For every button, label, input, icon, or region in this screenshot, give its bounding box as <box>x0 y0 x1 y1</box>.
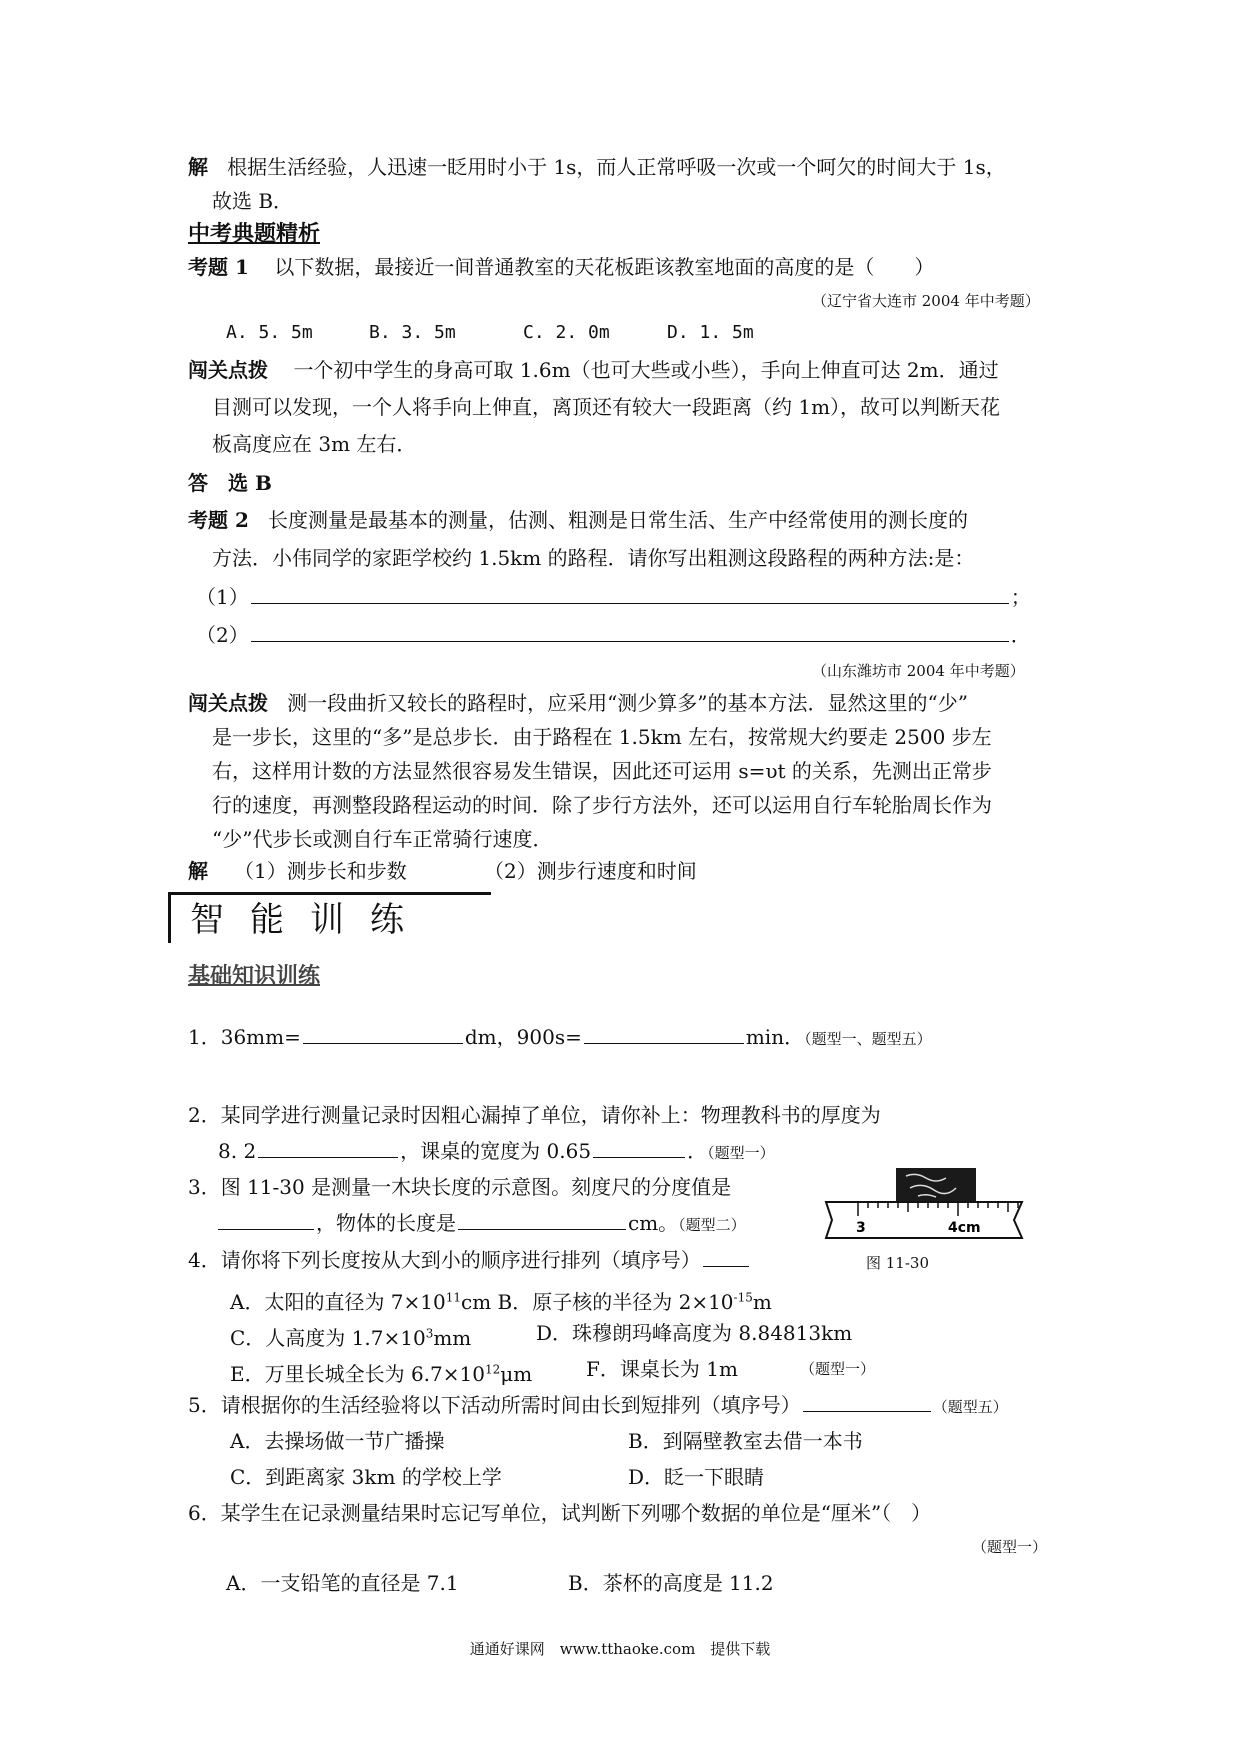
q2-answer-label: 解 <box>188 859 208 883</box>
q2-blank-2 <box>196 620 1031 650</box>
ex5-option-a: A．去操场做一节广播操 <box>230 1429 445 1453</box>
ex4-e-sup: 12 <box>484 1362 501 1376</box>
exercise-1 <box>188 1022 932 1054</box>
exercise-3-line-2 <box>216 1208 746 1240</box>
q2-blank-1 <box>196 582 1031 612</box>
section-title: 中考典题精析 <box>188 221 321 247</box>
ex5-option-d: D．眨一下眼睛 <box>628 1465 765 1489</box>
q2-blank-2-label: （2） <box>196 623 249 647</box>
q1-hint-text-1: 一个初中学生的身高可取 1.6m（也可大些或小些），手向上伸直可达 2m．通过 <box>293 358 999 382</box>
ex4-option-c <box>230 1326 471 1350</box>
ex1-part-c: min． <box>745 1025 805 1049</box>
ex4-e-post: μm <box>500 1361 533 1386</box>
ex1-part-b: dm，900s= <box>464 1025 582 1049</box>
figure-caption: 图 11-30 <box>866 1254 930 1272</box>
q2-blank-1-label: （1） <box>196 585 249 609</box>
solution-text-2: 故选 B． <box>212 189 294 213</box>
ex4-options-row-2 <box>230 1318 853 1353</box>
ex3-blank-2[interactable] <box>458 1209 626 1230</box>
ex2-part-a: 8. 2 <box>218 1139 257 1163</box>
question-2 <box>188 505 968 535</box>
exercise-2-line-2 <box>218 1136 775 1168</box>
q1-hint-line-1 <box>188 355 999 385</box>
ex4-a-pre: A．太阳的直径为 7×10 <box>230 1289 446 1314</box>
q1-option-a: A. 5. 5m <box>226 322 313 343</box>
ex5-tag: （题型五） <box>932 1398 1008 1416</box>
q2-hint-text-4: 行的速度，再测整段路程运动的时间．除了步行方法外，还可以运用自行车轮胎周长作为 <box>212 793 992 817</box>
solution-text-1: 根据生活经验，人迅速一眨用时小于 1s，而人正常呼吸一次或一个呵欠的时间大于 1s， <box>227 155 1006 179</box>
ex2-blank-1[interactable] <box>258 1137 398 1158</box>
ex5-text: 5．请根据你的生活经验将以下活动所需时间由长到短排列（填序号） <box>188 1393 801 1417</box>
ex4-options-row-3 <box>230 1354 876 1389</box>
ex5-options-row-1 <box>230 1426 863 1456</box>
solution-label: 解 <box>188 155 208 179</box>
ex6-option-b: B．茶杯的高度是 11.2 <box>568 1571 774 1595</box>
ex3-tag: （题型二） <box>678 1216 746 1234</box>
q2-answer-1: （1）测步长和步数 <box>234 859 407 883</box>
q2-hint-label: 闯关点拨 <box>188 691 268 715</box>
ex1-part-a: 1．36mm= <box>188 1025 301 1049</box>
q1-option-b: B. 3. 5m <box>369 322 456 343</box>
ex4-a-post: cm <box>461 1289 492 1314</box>
exercise-5-line-1 <box>188 1390 1008 1422</box>
ex5-blank[interactable] <box>803 1391 931 1412</box>
q2-hint-text-2: 是一步长，这里的“多”是总步长．由于路程在 1.5km 左右，按常规大约要走 2500 步左 <box>212 725 992 749</box>
q2-answer-2: （2）测步行速度和时间 <box>484 859 697 883</box>
ex5-option-c: C．到距离家 3km 的学校上学 <box>230 1465 502 1489</box>
ex4-c-sup: 3 <box>425 1326 434 1340</box>
q1-hint-label: 闯关点拨 <box>188 358 268 382</box>
ex3-part-c: cm。 <box>628 1211 679 1235</box>
ex1-blank-1[interactable] <box>303 1023 463 1044</box>
ex4-a-sup: 11 <box>445 1290 462 1304</box>
ex6-options-row-1 <box>226 1568 774 1598</box>
ex3-part-b: ，物体的长度是 <box>316 1211 456 1235</box>
ex4-b-pre: B．原子核的半径为 2×10 <box>497 1289 734 1314</box>
ex4-text: 4．请你将下列长度按从大到小的顺序进行排列（填序号） <box>188 1248 701 1272</box>
ex4-blank[interactable] <box>703 1246 749 1267</box>
q1-hint-text-2: 目测可以发现，一个人将手向上伸直，离顶还有较大一段距离（约 1m），故可以判断天花 <box>212 395 1001 419</box>
ex2-part-c: ． <box>687 1139 708 1163</box>
q2-answer <box>188 856 697 886</box>
question-2-text-1: 长度测量是最基本的测量，估测、粗测是日常生活、生产中经常使用的测长度的 <box>267 508 968 532</box>
ruler-figure <box>818 1162 1036 1242</box>
ruler-label-4: 4cm <box>948 1220 981 1236</box>
ex6-tag: （题型一） <box>972 1538 1048 1556</box>
ex1-tag: （题型一、题型五） <box>804 1030 932 1048</box>
exercise-3-line-1: 3．图 11-30 是测量一木块长度的示意图。刻度尺的分度值是 <box>188 1175 732 1199</box>
ex4-options-row-1 <box>230 1282 772 1317</box>
q1-option-d: D. 1. 5m <box>667 322 754 343</box>
question-1-text: 以下数据，最接近一间普通教室的天花板距该教室地面的高度的是（ ） <box>274 255 935 279</box>
ex4-c-post: mm <box>433 1325 472 1350</box>
ex4-b-sup: -15 <box>733 1290 753 1304</box>
q1-answer: 答 选 B <box>188 471 272 495</box>
q1-option-c: C. 2. 0m <box>523 322 610 343</box>
solution-line-1 <box>188 152 1006 182</box>
question-1-source: （辽宁省大连市 2004 年中考题） <box>812 292 1040 310</box>
training-title: 智能训练 <box>190 900 430 940</box>
ex4-tag: （题型一） <box>800 1360 876 1378</box>
ex3-blank-1[interactable] <box>218 1209 314 1230</box>
ex5-option-b: B．到隔壁教室去借一本书 <box>628 1429 863 1453</box>
q2-hint-line-1 <box>188 688 968 718</box>
ex6-option-a: A．一支铅笔的直径是 7.1 <box>226 1571 459 1595</box>
basic-training-subtitle: 基础知识训练 <box>188 964 321 989</box>
q2-hint-text-3: 右，这样用计数的方法显然很容易发生错误，因此还可运用 s=υt 的关系，先测出正常步 <box>212 759 992 783</box>
exercise-4-line-1 <box>188 1245 751 1275</box>
q2-blank-2-line[interactable] <box>251 621 1009 642</box>
q1-hint-text-3: 板高度应在 3m 左右． <box>212 432 417 456</box>
ex4-option-b <box>498 1290 772 1314</box>
ex4-option-f: F．课桌长为 1m <box>586 1357 738 1381</box>
ex1-blank-2[interactable] <box>584 1023 744 1044</box>
question-2-source: （山东潍坊市 2004 年中考题） <box>812 662 1025 680</box>
ruler-label-3: 3 <box>856 1220 866 1236</box>
question-2-text-2: 方法．小伟同学的家距学校约 1.5km 的路程．请你写出粗测这段路程的两种方法:是： <box>212 546 975 570</box>
ex4-e-pre: E．万里长城全长为 6.7×10 <box>230 1361 485 1386</box>
ex4-c-pre: C．人高度为 1.7×10 <box>230 1325 426 1350</box>
ex4-b-post: m <box>752 1289 772 1314</box>
q2-hint-text-1: 测一段曲折又较长的路程时，应采用“测少算多”的基本方法．显然这里的“少” <box>287 691 968 715</box>
ex2-blank-2[interactable] <box>593 1137 685 1158</box>
ex2-part-b: ，课桌的宽度为 0.65 <box>400 1139 592 1163</box>
ex4-option-e <box>230 1362 532 1386</box>
question-1-label: 考题 1 <box>188 255 249 279</box>
q2-blank-1-line[interactable] <box>251 583 1009 604</box>
question-1 <box>188 252 934 282</box>
q2-blank-2-end: ． <box>1010 623 1031 647</box>
ex2-tag: （题型一） <box>707 1144 775 1162</box>
question-2-label: 考题 2 <box>188 508 249 532</box>
exercise-6-line-1: 6．某学生在记录测量结果时忘记写单位，试判断下列哪个数据的单位是“厘米”（ ） <box>188 1501 932 1525</box>
exercise-2-line-1: 2．某同学进行测量记录时因粗心漏掉了单位，请你补上：物理教科书的厚度为 <box>188 1103 881 1127</box>
q2-hint-text-5: “少”代步长或测自行车正常骑行速度． <box>212 827 553 851</box>
ex5-options-row-2 <box>230 1462 765 1492</box>
ex4-option-a <box>230 1290 491 1314</box>
ex4-option-d: D．珠穆朗玛峰高度为 8.84813km <box>536 1321 853 1345</box>
page-footer: 通通好课网 www.tthaoke.com 提供下载 <box>469 1640 771 1658</box>
q2-blank-1-end: ； <box>1010 585 1031 609</box>
